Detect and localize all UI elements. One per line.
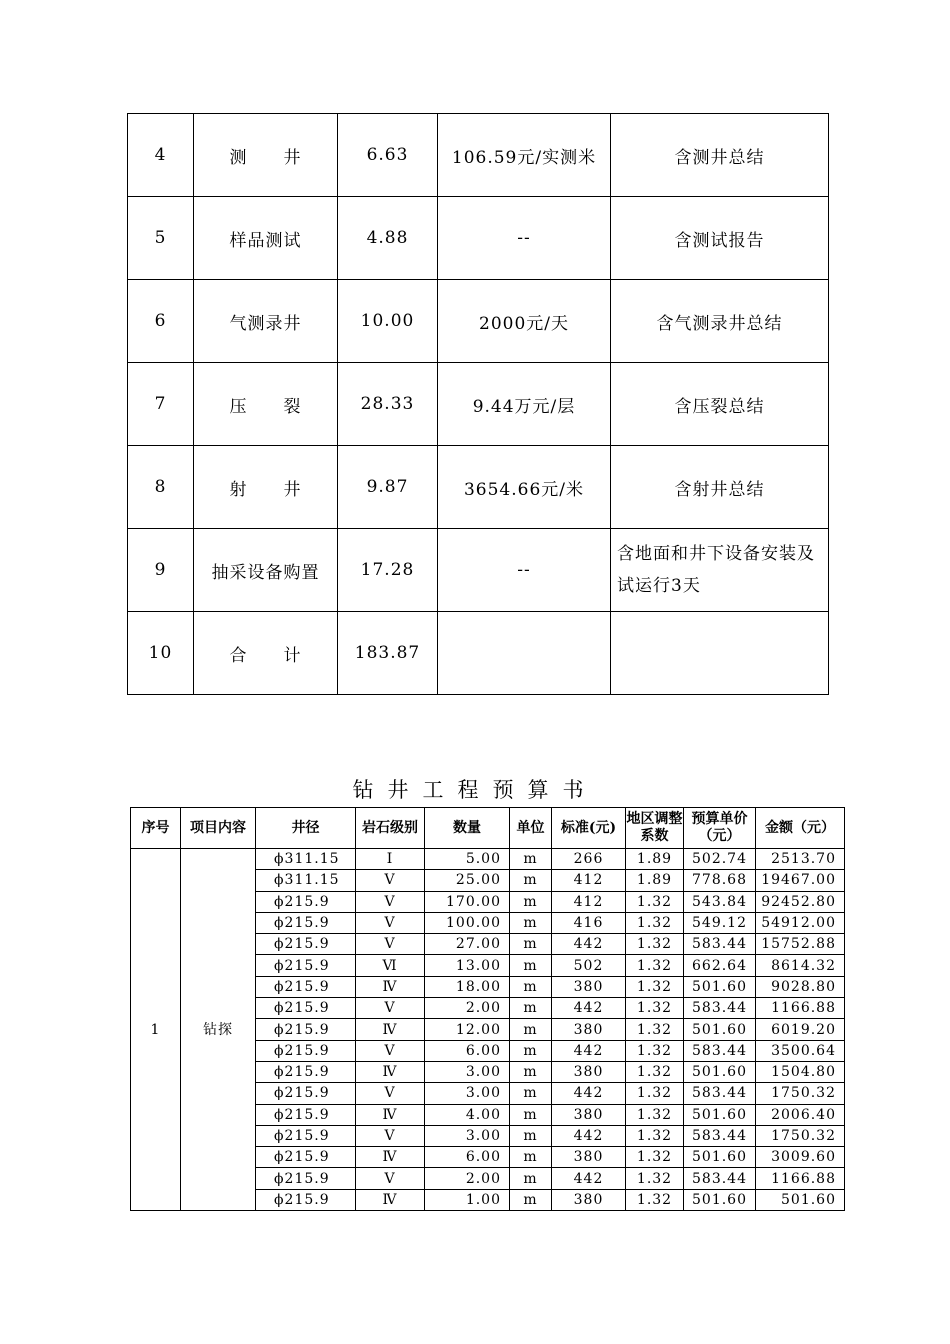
budget-cell-coef: 1.32 xyxy=(626,1104,684,1125)
cost-row-standard: -- xyxy=(438,197,611,280)
budget-cell-total: 19467.00 xyxy=(756,870,845,891)
budget-cell-coef: 1.32 xyxy=(626,1083,684,1104)
budget-cell-price: 549.12 xyxy=(684,912,756,933)
budget-cell-price: 583.44 xyxy=(684,1040,756,1061)
budget-cell-diameter: ϕ215.9 xyxy=(256,1168,356,1189)
budget-cell-diameter: ϕ311.15 xyxy=(256,849,356,870)
cost-row xyxy=(128,529,829,612)
budget-cell-coef: 1.32 xyxy=(626,1061,684,1082)
budget-cell-diameter: ϕ215.9 xyxy=(256,998,356,1019)
budget-cell-rock: V xyxy=(356,1168,425,1189)
cost-row-no: 7 xyxy=(128,363,194,446)
budget-cell-diameter: ϕ215.9 xyxy=(256,891,356,912)
budget-cell-std: 380 xyxy=(552,976,626,997)
budget-cell-total: 1504.80 xyxy=(756,1061,845,1082)
budget-cell-total: 2513.70 xyxy=(756,849,845,870)
budget-cell-unit: m xyxy=(510,849,552,870)
budget-cell-diameter: ϕ215.9 xyxy=(256,1019,356,1040)
header-rock-grade: 岩石级别 xyxy=(356,808,425,849)
budget-cell-qty: 2.00 xyxy=(425,998,510,1019)
budget-cell-coef: 1.89 xyxy=(626,870,684,891)
budget-cell-price: 662.64 xyxy=(684,955,756,976)
cost-row-amount: 9.87 xyxy=(338,446,438,529)
budget-cell-rock: V xyxy=(356,1083,425,1104)
budget-cell-coef: 1.32 xyxy=(626,1189,684,1210)
budget-cell-price: 583.44 xyxy=(684,998,756,1019)
budget-cell-rock: V xyxy=(356,1040,425,1061)
budget-cell-std: 380 xyxy=(552,1147,626,1168)
budget-cell-qty: 5.00 xyxy=(425,849,510,870)
budget-cell-total: 2006.40 xyxy=(756,1104,845,1125)
budget-cell-price: 583.44 xyxy=(684,1083,756,1104)
cost-row xyxy=(128,114,829,197)
budget-cell-total: 1166.88 xyxy=(756,1168,845,1189)
budget-cell-total: 92452.80 xyxy=(756,891,845,912)
budget-cell-std: 412 xyxy=(552,891,626,912)
budget-cell-qty: 25.00 xyxy=(425,870,510,891)
cost-summary-body xyxy=(128,114,829,695)
budget-cell-price: 501.60 xyxy=(684,976,756,997)
budget-cell-price: 543.84 xyxy=(684,891,756,912)
cost-row-no: 10 xyxy=(128,612,194,695)
budget-cell-coef: 1.32 xyxy=(626,955,684,976)
budget-cell-unit: m xyxy=(510,912,552,933)
budget-cell-total: 1750.32 xyxy=(756,1083,845,1104)
budget-cell-coef: 1.32 xyxy=(626,934,684,955)
budget-cell-coef: 1.32 xyxy=(626,1147,684,1168)
budget-cell-diameter: ϕ215.9 xyxy=(256,955,356,976)
cost-row-item: 压 裂 xyxy=(194,363,338,446)
budget-cell-unit: m xyxy=(510,1168,552,1189)
budget-cell-total: 3500.64 xyxy=(756,1040,845,1061)
cost-row-item: 测 井 xyxy=(194,114,338,197)
header-item: 项目内容 xyxy=(181,808,256,849)
cost-row-no: 6 xyxy=(128,280,194,363)
cost-row-item: 样品测试 xyxy=(194,197,338,280)
cost-row-standard: -- xyxy=(438,529,611,612)
header-diameter: 井径 xyxy=(256,808,356,849)
cost-row-standard: 106.59元/实测米 xyxy=(438,114,611,197)
cost-row-item: 抽采设备购置 xyxy=(194,529,338,612)
budget-cell-std: 412 xyxy=(552,870,626,891)
cost-row-amount: 17.28 xyxy=(338,529,438,612)
budget-cell-total: 9028.80 xyxy=(756,976,845,997)
cost-row-note: 含测试报告 xyxy=(611,197,829,280)
budget-cell-unit: m xyxy=(510,1019,552,1040)
budget-cell-diameter: ϕ215.9 xyxy=(256,1040,356,1061)
budget-cell-rock: V xyxy=(356,912,425,933)
budget-cell-coef: 1.32 xyxy=(626,1168,684,1189)
cost-row-amount: 6.63 xyxy=(338,114,438,197)
budget-cell-rock: Ⅳ xyxy=(356,1104,425,1125)
header-unit: 单位 xyxy=(510,808,552,849)
budget-cell-qty: 2.00 xyxy=(425,1168,510,1189)
budget-cell-qty: 3.00 xyxy=(425,1125,510,1146)
budget-cell-unit: m xyxy=(510,870,552,891)
budget-cell-qty: 3.00 xyxy=(425,1061,510,1082)
cost-row xyxy=(128,280,829,363)
budget-cell-diameter: ϕ215.9 xyxy=(256,912,356,933)
budget-cell-total: 3009.60 xyxy=(756,1147,845,1168)
budget-group-item: 钻探 xyxy=(181,849,256,1211)
budget-cell-qty: 6.00 xyxy=(425,1147,510,1168)
budget-cell-price: 583.44 xyxy=(684,1168,756,1189)
budget-cell-std: 380 xyxy=(552,1104,626,1125)
cost-row-note: 含气测录井总结 xyxy=(611,280,829,363)
budget-cell-unit: m xyxy=(510,1040,552,1061)
cost-row-standard xyxy=(438,612,611,695)
cost-row-note: 含地面和井下设备安装及试运行3天 xyxy=(611,529,829,612)
budget-cell-std: 442 xyxy=(552,934,626,955)
cost-row-no: 9 xyxy=(128,529,194,612)
budget-cell-price: 583.44 xyxy=(684,1125,756,1146)
budget-cell-coef: 1.32 xyxy=(626,891,684,912)
cost-row xyxy=(128,446,829,529)
budget-cell-unit: m xyxy=(510,976,552,997)
header-region-coefficient: 地区调整系数 xyxy=(626,808,684,849)
budget-header-row xyxy=(131,808,845,849)
budget-cell-unit: m xyxy=(510,955,552,976)
budget-cell-diameter: ϕ215.9 xyxy=(256,1083,356,1104)
budget-cell-price: 502.74 xyxy=(684,849,756,870)
budget-cell-std: 442 xyxy=(552,998,626,1019)
budget-cell-std: 380 xyxy=(552,1061,626,1082)
budget-cell-price: 583.44 xyxy=(684,934,756,955)
budget-cell-qty: 170.00 xyxy=(425,891,510,912)
budget-cell-price: 501.60 xyxy=(684,1061,756,1082)
cost-row-standard: 9.44万元/层 xyxy=(438,363,611,446)
budget-cell-rock: V xyxy=(356,891,425,912)
budget-cell-price: 501.60 xyxy=(684,1019,756,1040)
cost-row-amount: 10.00 xyxy=(338,280,438,363)
budget-title: 钻井工程预算书 xyxy=(352,778,598,802)
budget-cell-total: 501.60 xyxy=(756,1189,845,1210)
budget-cell-total: 15752.88 xyxy=(756,934,845,955)
budget-cell-std: 380 xyxy=(552,1189,626,1210)
budget-cell-std: 442 xyxy=(552,1083,626,1104)
budget-group-no: 1 xyxy=(131,849,181,1211)
budget-row xyxy=(131,849,845,870)
budget-cell-diameter: ϕ215.9 xyxy=(256,976,356,997)
budget-cell-rock: Ⅳ xyxy=(356,976,425,997)
cost-row-no: 4 xyxy=(128,114,194,197)
budget-cell-price: 778.68 xyxy=(684,870,756,891)
budget-cell-qty: 13.00 xyxy=(425,955,510,976)
cost-row-amount: 183.87 xyxy=(338,612,438,695)
cost-summary-table xyxy=(127,113,829,695)
header-standard: 标准(元) xyxy=(552,808,626,849)
budget-cell-diameter: ϕ215.9 xyxy=(256,1104,356,1125)
budget-cell-coef: 1.89 xyxy=(626,849,684,870)
cost-row-standard: 2000元/天 xyxy=(438,280,611,363)
budget-cell-price: 501.60 xyxy=(684,1104,756,1125)
budget-cell-rock: V xyxy=(356,870,425,891)
budget-cell-rock: I xyxy=(356,849,425,870)
budget-cell-coef: 1.32 xyxy=(626,1040,684,1061)
cost-row-note: 含压裂总结 xyxy=(611,363,829,446)
cost-row-item: 合 计 xyxy=(194,612,338,695)
budget-cell-unit: m xyxy=(510,1147,552,1168)
budget-cell-std: 266 xyxy=(552,849,626,870)
budget-cell-unit: m xyxy=(510,1061,552,1082)
drilling-budget-table xyxy=(130,807,845,1211)
budget-cell-rock: Ⅳ xyxy=(356,1147,425,1168)
budget-cell-total: 54912.00 xyxy=(756,912,845,933)
budget-cell-diameter: ϕ311.15 xyxy=(256,870,356,891)
budget-cell-unit: m xyxy=(510,1189,552,1210)
budget-cell-diameter: ϕ215.9 xyxy=(256,1147,356,1168)
budget-cell-unit: m xyxy=(510,1104,552,1125)
budget-cell-qty: 4.00 xyxy=(425,1104,510,1125)
budget-cell-unit: m xyxy=(510,891,552,912)
budget-cell-unit: m xyxy=(510,1083,552,1104)
budget-cell-rock: V xyxy=(356,934,425,955)
cost-row-item: 气测录井 xyxy=(194,280,338,363)
budget-cell-qty: 18.00 xyxy=(425,976,510,997)
budget-cell-coef: 1.32 xyxy=(626,912,684,933)
budget-cell-coef: 1.32 xyxy=(626,998,684,1019)
cost-row xyxy=(128,197,829,280)
budget-cell-qty: 27.00 xyxy=(425,934,510,955)
drilling-budget-body xyxy=(131,849,845,1211)
cost-row-amount: 4.88 xyxy=(338,197,438,280)
cost-row-standard: 3654.66元/米 xyxy=(438,446,611,529)
budget-cell-diameter: ϕ215.9 xyxy=(256,1061,356,1082)
budget-cell-rock: Ⅳ xyxy=(356,1189,425,1210)
budget-cell-qty: 6.00 xyxy=(425,1040,510,1061)
budget-cell-rock: Ⅵ xyxy=(356,955,425,976)
cost-row-note: 含射井总结 xyxy=(611,446,829,529)
cost-row-no: 8 xyxy=(128,446,194,529)
budget-cell-unit: m xyxy=(510,1125,552,1146)
budget-cell-diameter: ϕ215.9 xyxy=(256,934,356,955)
budget-cell-rock: Ⅳ xyxy=(356,1061,425,1082)
header-total: 金额（元） xyxy=(756,808,845,849)
budget-cell-total: 6019.20 xyxy=(756,1019,845,1040)
budget-cell-qty: 100.00 xyxy=(425,912,510,933)
header-quantity: 数量 xyxy=(425,808,510,849)
budget-cell-total: 8614.32 xyxy=(756,955,845,976)
budget-cell-std: 442 xyxy=(552,1040,626,1061)
budget-cell-qty: 12.00 xyxy=(425,1019,510,1040)
cost-row-amount: 28.33 xyxy=(338,363,438,446)
budget-cell-diameter: ϕ215.9 xyxy=(256,1125,356,1146)
cost-row xyxy=(128,612,829,695)
budget-cell-qty: 1.00 xyxy=(425,1189,510,1210)
budget-cell-price: 501.60 xyxy=(684,1147,756,1168)
cost-row-note xyxy=(611,612,829,695)
cost-row-item: 射 井 xyxy=(194,446,338,529)
budget-cell-coef: 1.32 xyxy=(626,1019,684,1040)
budget-cell-std: 442 xyxy=(552,1168,626,1189)
budget-cell-rock: V xyxy=(356,1125,425,1146)
budget-cell-rock: Ⅳ xyxy=(356,1019,425,1040)
cost-row-no: 5 xyxy=(128,197,194,280)
budget-cell-unit: m xyxy=(510,998,552,1019)
budget-cell-std: 442 xyxy=(552,1125,626,1146)
budget-cell-diameter: ϕ215.9 xyxy=(256,1189,356,1210)
header-no: 序号 xyxy=(131,808,181,849)
budget-cell-coef: 1.32 xyxy=(626,1125,684,1146)
cost-row xyxy=(128,363,829,446)
budget-cell-std: 416 xyxy=(552,912,626,933)
budget-cell-total: 1750.32 xyxy=(756,1125,845,1146)
cost-row-note: 含测井总结 xyxy=(611,114,829,197)
budget-cell-std: 380 xyxy=(552,1019,626,1040)
budget-cell-rock: V xyxy=(356,998,425,1019)
header-unit-price: 预算单价（元） xyxy=(684,808,756,849)
budget-cell-std: 502 xyxy=(552,955,626,976)
budget-cell-coef: 1.32 xyxy=(626,976,684,997)
budget-cell-qty: 3.00 xyxy=(425,1083,510,1104)
budget-cell-total: 1166.88 xyxy=(756,998,845,1019)
budget-cell-unit: m xyxy=(510,934,552,955)
budget-cell-price: 501.60 xyxy=(684,1189,756,1210)
